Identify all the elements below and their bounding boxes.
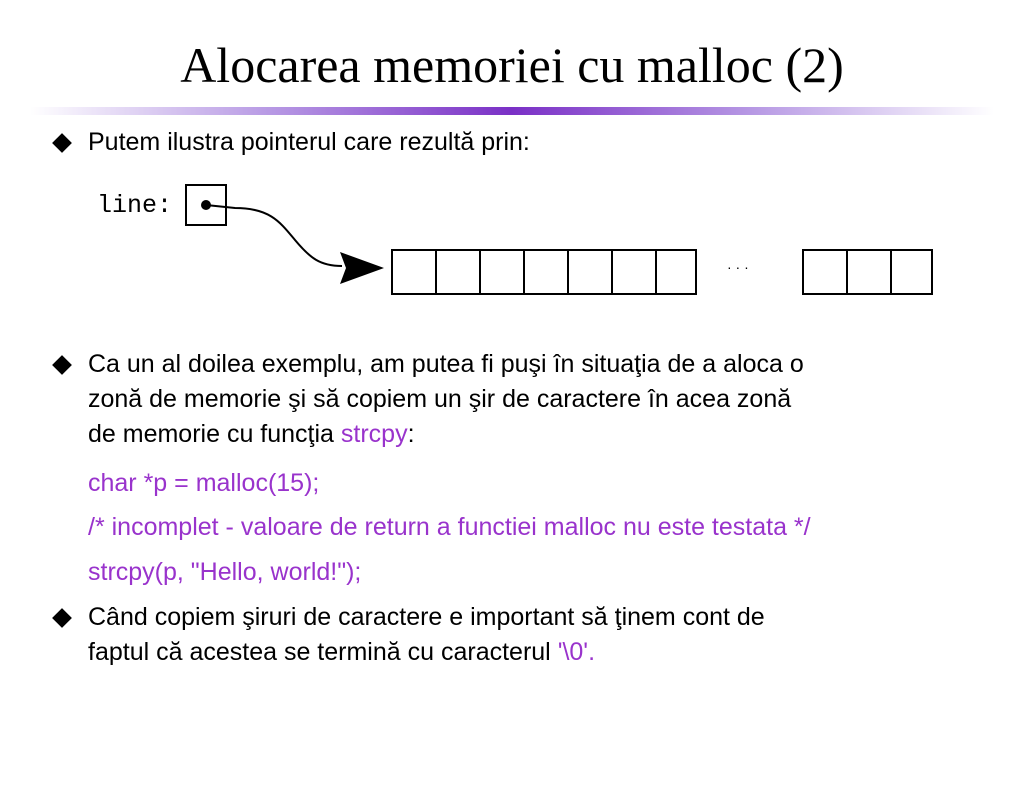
memory-cell — [524, 250, 568, 294]
memory-cell — [392, 250, 436, 294]
bullet-1-text: Putem ilustra pointerul care rezultă prin: — [88, 128, 530, 156]
bullet-3-line-2 — [88, 635, 595, 670]
pointer-arrowhead — [340, 252, 384, 284]
null-char-literal: '\0'. — [557, 638, 596, 666]
slide-title: Alocarea memoriei cu malloc (2) — [180, 37, 844, 93]
bullet-3-line-1: Când copiem şiruri de caractere e important să ţinem cont de — [88, 603, 765, 631]
memory-cell — [803, 250, 847, 294]
memory-cell — [656, 250, 696, 294]
bullet-2-line-2: zonă de memorie şi să copiem un şir de caractere în acea zonă — [88, 385, 792, 413]
bullet-2-line-3-text: de memorie cu funcţia — [88, 420, 341, 448]
memory-cell — [568, 250, 612, 294]
bullet-2-line-3 — [88, 417, 415, 452]
bullet-2-line-3-colon: : — [407, 420, 415, 448]
pointer-variable-label: line: — [97, 191, 173, 220]
code-line-1: char *p = malloc(15); — [88, 469, 320, 497]
memory-cell — [612, 250, 656, 294]
bullet-3-line-2-text: faptul că acestea se termină cu caracterul — [88, 638, 558, 666]
code-line-2: /* incomplet - valoare de return a functiei malloc nu este testata */ — [88, 513, 811, 541]
code-line-3: strcpy(p, "Hello, world!"); — [88, 558, 362, 586]
memory-cell — [480, 250, 524, 294]
memory-ellipsis: · · · — [727, 259, 749, 275]
memory-cell — [891, 250, 932, 294]
memory-cells-group-1 — [392, 250, 696, 294]
strcpy-keyword: strcpy — [340, 420, 408, 448]
bullet-2-line-1: Ca un al doilea exemplu, am putea fi puşi în situaţia de a aloca o — [88, 350, 804, 378]
memory-cell — [436, 250, 480, 294]
memory-cell — [847, 250, 891, 294]
memory-cells-group-2 — [803, 250, 932, 294]
